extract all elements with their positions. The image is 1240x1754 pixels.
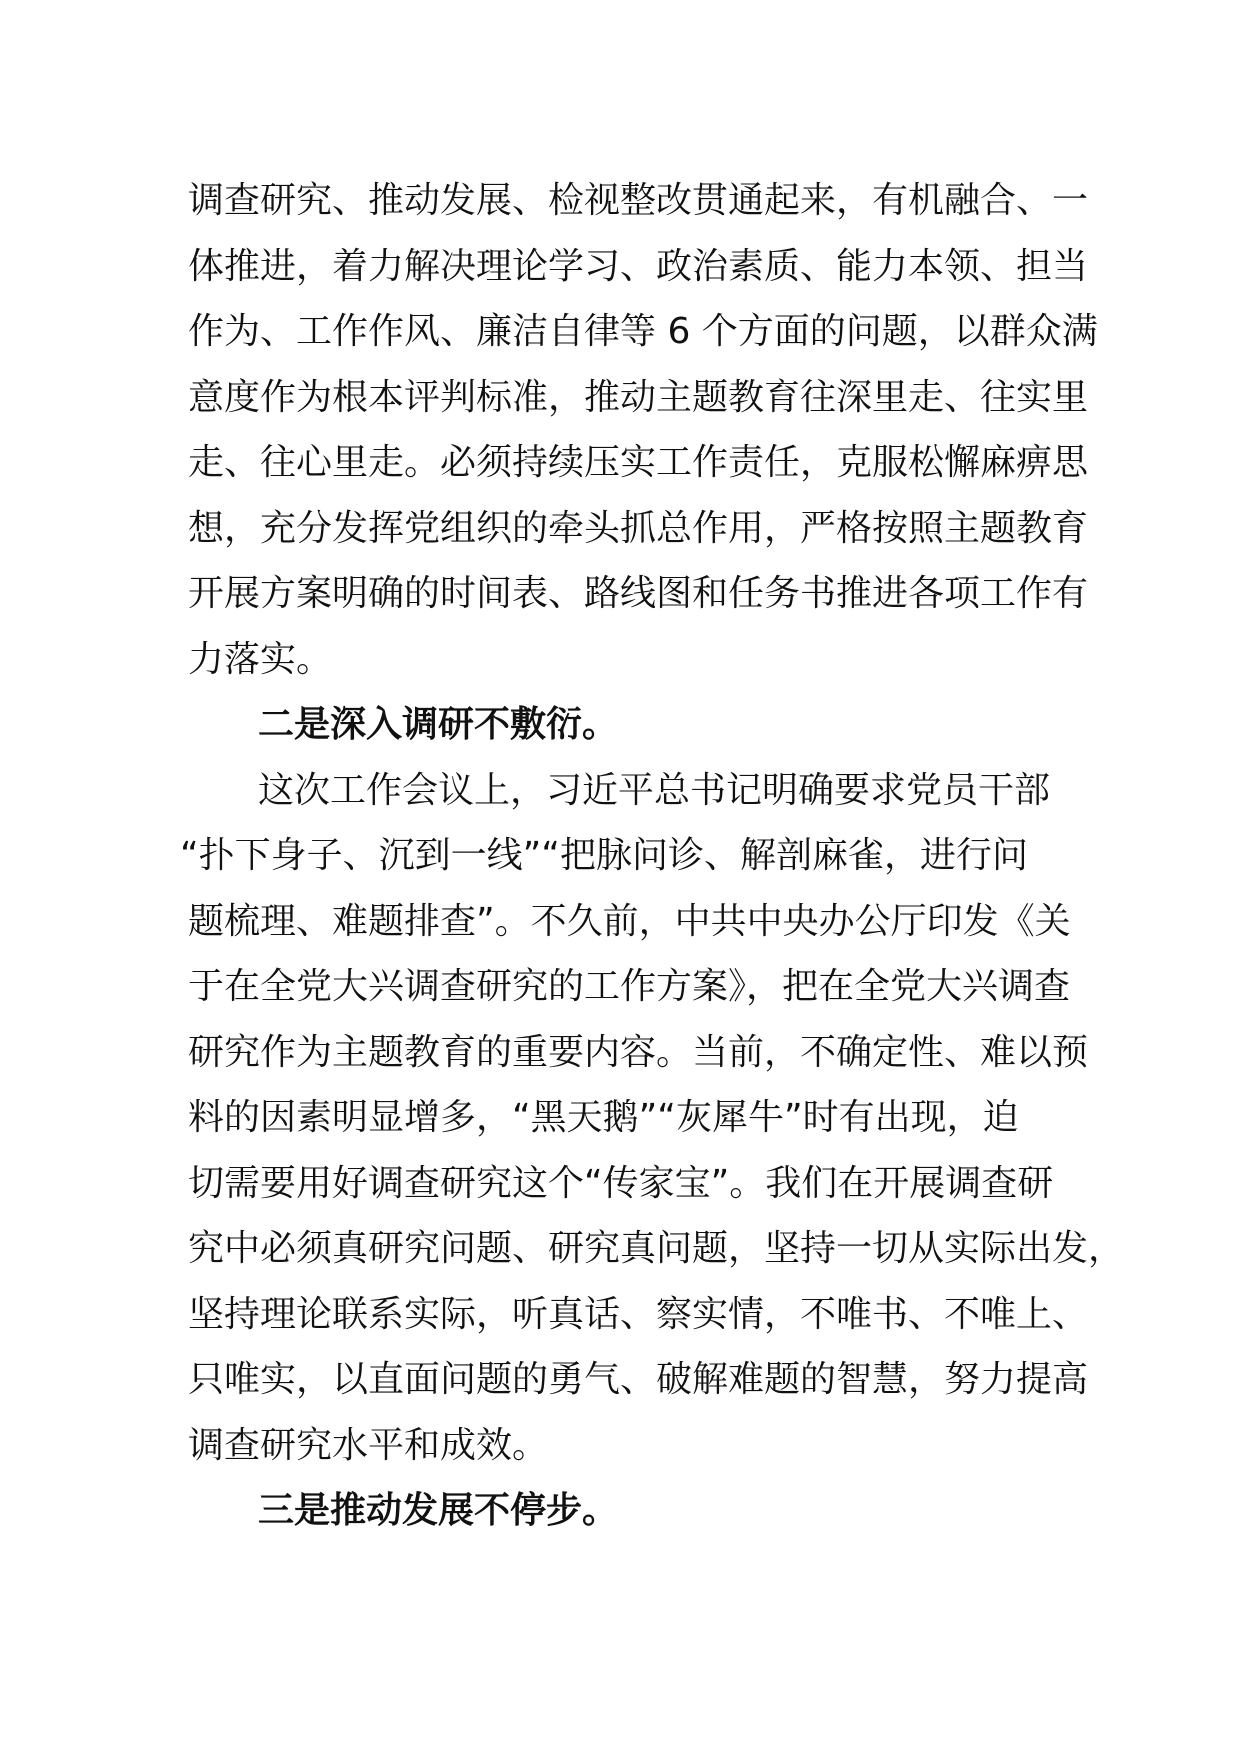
body-line: 切需要用好调查研究这个“传家宝”。我们在开展调查研 [188,1162,1054,1204]
body-line: 于在全党大兴调查研究的工作方案》，把在全党大兴调查 [188,966,1071,1007]
paragraph-first-line: 这次工作会议上，习近平总书记明确要求党员干部 [258,769,1051,811]
body-line: 想，充分发挥党组织的牵头抓总作用，严格按照主题教育 [188,507,1089,549]
body-line: 题梳理、难题排查”。不久前，中共中央办公厅印发《关 [188,900,1071,942]
body-line: 调查研究、推动发展、检视整改贯通起来，有机融合、一 [188,180,1089,221]
body-line: 究中必须真研究问题、研究真问题，坚持一切从实际出发， [188,1228,1125,1269]
body-line: 开展方案明确的时间表、路线图和任务书推进各项工作有 [188,573,1089,614]
body-line: 作为、工作作风、廉洁自律等 6 个方面的问题，以群众满 [188,311,1098,352]
body-line: 只唯实，以直面问题的勇气、破解难题的智慧，努力提高 [188,1359,1089,1400]
body-line: “扑下身子、沉到一线”“把脉问诊、解剖麻雀，进行问 [180,835,1028,876]
body-line: 研究作为主题教育的重要内容。当前，不确定性、难以预 [188,1031,1089,1073]
body-line: 料的因素明显增多，“黑天鹅”“灰犀牛”时有出现，迫 [188,1097,1019,1138]
section-heading-2: 二是深入调研不敷衍。 [258,704,619,745]
body-line: 坚持理论联系实际，听真话、察实情，不唯书、不唯上、 [188,1293,1089,1335]
body-line: 调查研究水平和成效。 [188,1424,549,1466]
body-line: 体推进，着力解决理论学习、政治素质、能力本领、担当 [188,245,1089,287]
body-line: 意度作为根本评判标准，推动主题教育往深里走、往实里 [188,376,1089,418]
body-line: 走、往心里走。必须持续压实工作责任，克服松懈麻痹思 [188,442,1089,483]
body-line: 力落实。 [188,638,333,680]
section-heading-3: 三是推动发展不停步。 [258,1490,619,1531]
document-body [180,168,1125,1544]
